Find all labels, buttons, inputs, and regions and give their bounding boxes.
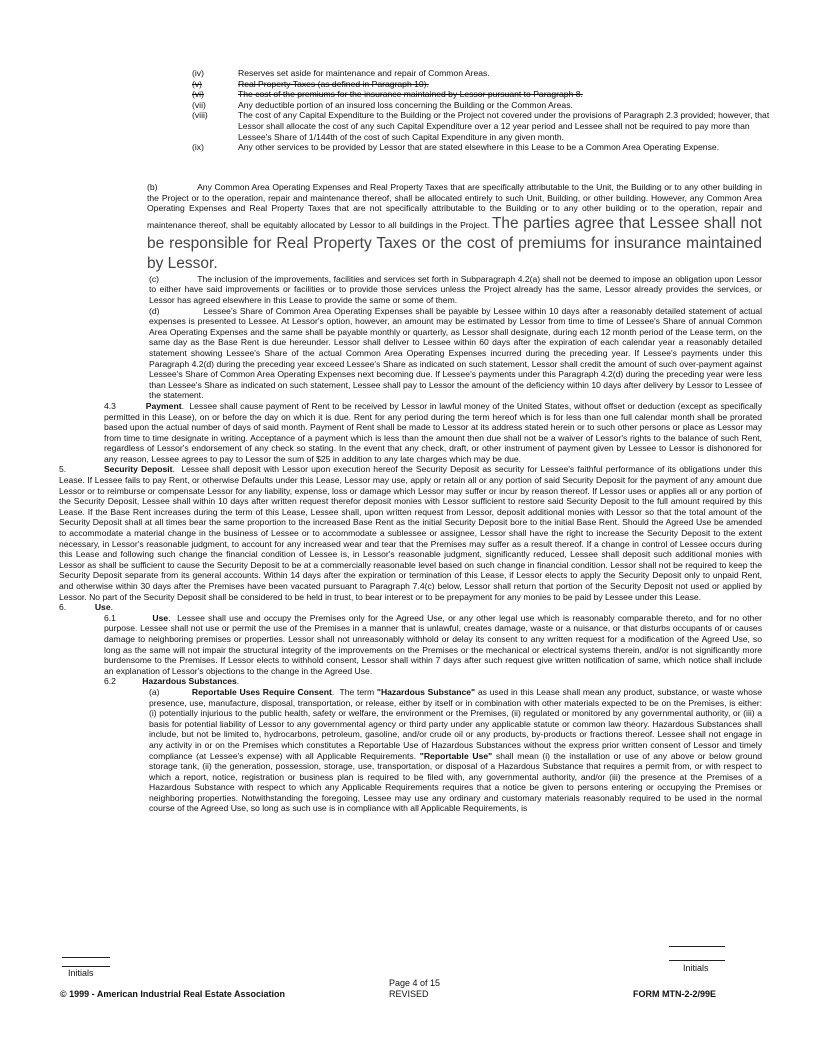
initials-line-right — [669, 946, 725, 947]
paragraph-d: (d) Lessee's Share of Common Area Operating Expenses shall be payable by Lessee within 10 days after a reasonably detailed statement of actual expenses is presented to Lessee. At Lessor's option, however, an amount may be estimated by Lessor from time to time of Lessee's Share of annual Common Area Operating Expenses and the same shall be payable monthly or quarterly, as Lessor shall designate, during each 12 month period of the Lease term, on the same day as the Base Rent is due hereunder. Lessor shall deliver to Lessee within 60 days after the expiration of each calendar year a reasonably detailed statement showing Lessee's Share of the actual Common Area Operating Expenses incurred during the preceding year. If Lessee's payments under this Paragraph 4.2(d) during the preceding year exceed Lessee's Share as indicated on such statement, Lessor shall credit the amount of such over-payment against Lessee's Share of Common Area Operating Expenses next becoming due. If Lessee's payments under this Paragraph 4.2(d) during the preceding year were less than Lessee's Share as indicated on such statement, Lessee shall pay to Lessor the amount of the deficiency within 10 days after delivery by Lessor to Lessee of the statement. — [149, 305, 762, 401]
list-item-struck: (vi) The cost of the premiums for the insurance maintained by Lessor pursuant to Paragraph 8. — [192, 89, 583, 100]
section-6-2: 6.2 Hazardous Substances. — [104, 676, 240, 687]
section-6: 6. Use. — [59, 602, 113, 613]
paragraph-b: (b) Any Common Area Operating Expenses and Real Property Taxes that are specifically attributable to the Unit, the Building or to any other building in the Project or to the operation, repair and maintenance thereof, shall be allocated entirely to such Unit, Building, or other building. However, any Common Area Operating Expenses and Real Property Taxes that are not specifically attributable to the Building or to any other building or to the operation, repair and maintenance thereof, shall be equitably allocated by Lessor to all buildings in the Project. The parties agree that Lessee shall not be responsible for Real Property Taxes or the cost of premiums for insurance maintained by Lessor. — [147, 182, 762, 272]
section-title: Reportable Uses Require Consent — [191, 686, 332, 697]
section-title: Security Deposit — [103, 464, 173, 475]
initials-line-left-2 — [62, 966, 110, 967]
paragraph-c: (c) The inclusion of the improvements, facilities and services set forth in Subparagraph 4.2(a) shall not be deemed to impose an obligation upon Lessor to either have said improvements or facilities or to provide those services unless the Project already has the same, Lessor already provides the services, or Lessor has agreed elsewhere in this Lease to provide the same or some of them. — [149, 273, 762, 305]
page-number: Page 4 of 15 — [389, 978, 441, 988]
list-item: (viii) The cost of any Capital Expenditure to the Building or the Project not covered under the provisions of Paragraph 2.3 provided; however, that Lessor shall allocate the cost of any such Capital Expenditure over a 12 year period and Lessee shall not be required to pay more than Lessee's Share of 1/144th of the cost of such Capital Expenditure in any given month. — [192, 110, 770, 142]
list-item: (vii) Any deductible portion of an insured loss concerning the Building or the Common Areas. — [192, 99, 573, 110]
copyright: © 1999 - American Industrial Real Estate Association — [60, 989, 286, 999]
initials-line-left — [62, 957, 110, 958]
defined-term: "Reportable Use" — [419, 750, 493, 761]
list-item: (iv) Reserves set aside for maintenance and repair of Common Areas. — [192, 68, 490, 78]
initials-label-left: Initials — [68, 968, 94, 978]
section-title: Hazardous Substances — [142, 676, 237, 687]
section-title: Use — [152, 612, 169, 623]
expense-list — [192, 68, 782, 153]
list-item: (ix) Any other services to be provided by Lessor that are stated elsewhere in this Lease to be a Common Area Operating Expense. — [192, 142, 720, 153]
revised-label: REVISED — [389, 989, 429, 999]
inserted-clause: The parties agree that Lessee shall not be responsible for Real Property Taxes or the cost of premiums for insurance maintained by Lessor. — [147, 214, 762, 272]
document-body — [59, 182, 762, 814]
section-6-1: 6.1 Use. Lessee shall use and occupy the Premises only for the Agreed Use, or any other legal use which is reasonably comparable thereto, and for no other purpose. Lessee shall not use or permit the use of the Premises in a manner that is unlawful, creates damage, waste or a nuisance, or that disturbs occupants of or causes damage to neighboring premises or properties. Lessor shall not unreasonably withhold or delay its consent to any written request for a modification of the Agreed Use, so long as the same will not impair the structural integrity of the improvements on the Premises or the mechanical or electrical systems therein, and/or is not significantly more burdensome to the Premises. If Lessor elects to withhold consent, Lessor shall within 7 days after such request give written notification of same, which notice shall include an explanation of Lessor's objections to the change in the Agreed Use. — [104, 612, 762, 676]
initials-label-right: Initials — [683, 963, 709, 973]
section-title: Use — [94, 602, 111, 613]
initials-line-right-2 — [669, 960, 725, 961]
paragraph-6-2-a: (a) Reportable Uses Require Consent. The term "Hazardous Substance" as used in this Lease shall mean any product, substance, or waste whose presence, use, manufacture, disposal, transportation, or release, either by itself or in combination with other materials expected to be on the Premises, is either: (i) potentially injurious to the public health, safety or welfare, the environment or the Premises, (ii) regulated or monitored by any governmental authority, or (iii) a basis for potential liability of Lessor to any governmental agency or third party under any applicable statute or common law theory. Hazardous Substances shall include, but not be limited to, hydrocarbons, petroleum, gasoline, and/or crude oil or any products, by-products or fractions thereof. Lessee shall not engage in any activity in or on the Premises which constitutes a Reportable Use of Hazardous Substances without the express prior written consent of Lessor and timely compliance (at Lessee's expense) with all Applicable Requirements. "Reportable Use" shall mean (i) the installation or use of any above or below ground storage tank, (ii) the generation, possession, storage, use, transportation, or disposal of a Hazardous Substance that requires a permit from, or with respect to which a report, notice, registration or business plan is required to be filed with, any governmental authority, and/or (iii) the presence at the Premises of a Hazardous Substance with respect to which any Applicable Requirements requires that a notice be given to persons entering or occupying the Premises or neighboring properties. Notwithstanding the foregoing, Lessee may use any ordinary and customary materials reasonably required to be used in the normal course of the Agreed Use, so long as such use is in compliance with all Applicable Requirements, is — [149, 686, 763, 814]
defined-term: "Hazardous Substance" — [376, 686, 476, 697]
section-5: 5. Security Deposit. Lessee shall deposit with Lessor upon execution hereof the Security Deposit as security for Lessee's faithful performance of its obligations under this Lease. If Lessee fails to pay Rent, or otherwise Defaults under this Lease, Lessor may use, apply or retain all or any portion of said Security Deposit for the payment of any amount due Lessor or to reimburse or compensate Lessor for any liability, expense, loss or damage which Lessor may suffer or incur by reason thereof. If Lessor uses or applies all or any portion of the Security Deposit, Lessee shall within 10 days after written request therefor deposit monies with Lessor sufficient to restore said Security Deposit to the full amount required by this Lease. If the Base Rent increases during the term of this Lease, Lessee shall, upon written request from Lessor, deposit additional monies with Lessor so that the total amount of the Security Deposit shall at all times bear the same proportion to the increased Base Rent as the initial Security Deposit bore to the initial Base Rent. Should the Agreed Use be amended to accommodate a material change in the business of Lessee or to accommodate a sublessee or assignee, Lessor shall have the right to increase the Security Deposit to the extent necessary, in Lessor's reasonable judgment, to account for any increased wear and tear that the Premises may suffer as a result thereof. If a change in control of Lessee occurs during this Lease and following such change the financial condition of Lessee is, in Lessor's reasonable judgment, significantly reduced, Lessee shall deposit such additional monies with Lessor as shall be sufficient to cause the Security Deposit to be at a commercially reasonable level based on such change in financial condition. Lessor shall not be required to keep the Security Deposit separate from its general accounts. Within 14 days after the expiration or termination of this Lease, if Lessor elects to apply the Security Deposit only to unpaid Rent, and otherwise within 30 days after the Premises have been vacated pursuant to Paragraph 7.4(c) below, Lessor shall return that portion of the Security Deposit not used or applied by Lessor. No part of the Security Deposit shall be considered to be held in trust, to bear interest or to be prepayment for any monies to be paid by Lessee under this Lease. — [59, 464, 762, 602]
section-4-3: 4.3 Payment. Lessee shall cause payment of Rent to be received by Lessor in lawful money of the United States, without offset or deduction (except as specifically permitted in this Lease), on or before the day on which it is due. Rent for any period during the term hereof which is for less than one full calendar month shall be prorated based upon the actual number of days of said month. Payment of Rent shall be made to Lessor at its address stated herein or to such other persons or place as Lessor may from time to time designate in writing. Acceptance of a payment which is less than the amount then due shall not be a waiver of Lessor's rights to the balance of such Rent, regardless of Lessor's endorsement of any check so stating. In the event that any check, draft, or other instrument of payment given by Lessee to Lessor is dishonored for any reason, Lessee agrees to pay to Lessor the sum of $25 in addition to any late charges which may be due. — [104, 400, 762, 464]
list-item-struck: (v) Real Property Taxes (as defined in Paragraph 10). — [192, 78, 429, 89]
section-title: Payment — [145, 400, 182, 411]
form-number: FORM MTN-2-2/99E — [633, 989, 717, 999]
